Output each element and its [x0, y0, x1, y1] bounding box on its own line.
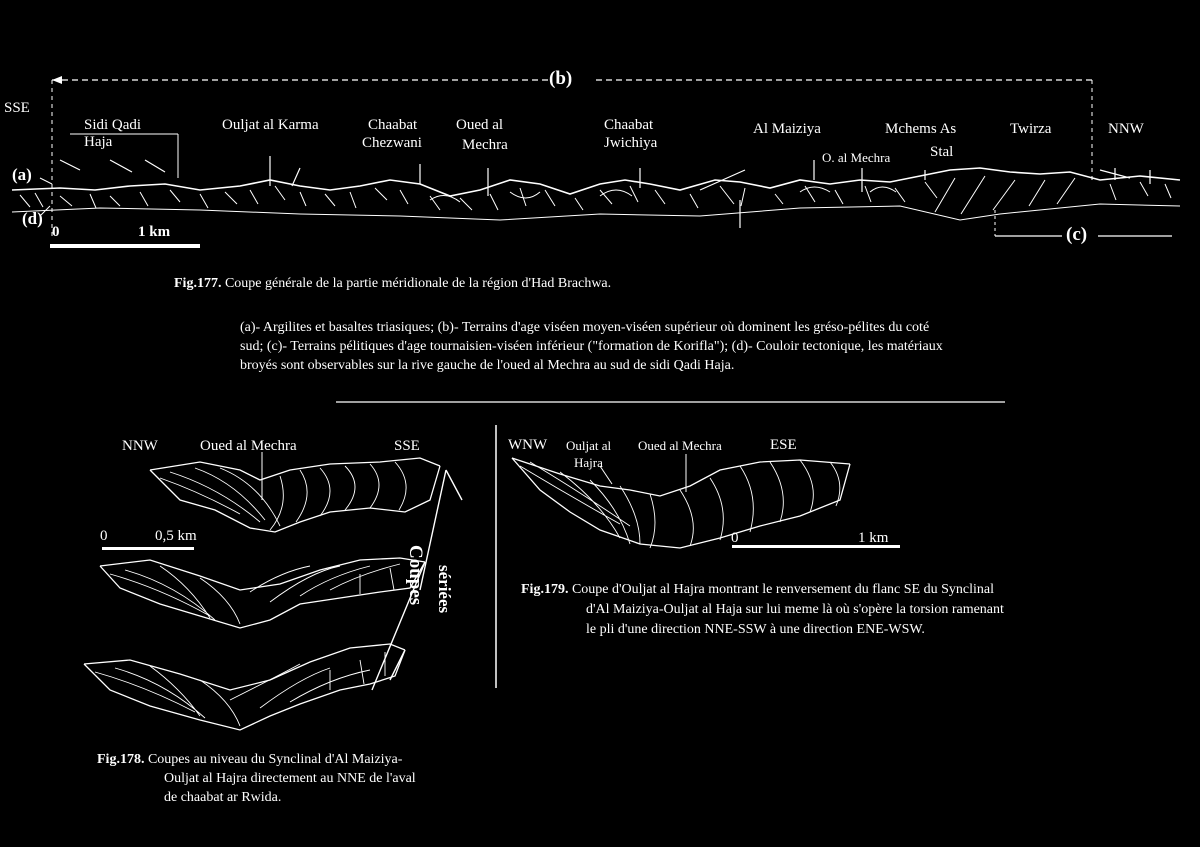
place-sidi-qadi: Sidi Qadi	[84, 117, 142, 133]
place-oued-al: Oued al	[456, 117, 504, 133]
fig178-side-label-1: Coupes	[405, 545, 426, 606]
fig179-caption-line: d'Al Maiziya-Ouljat al Haja sur lui meme là où s'opère la torsion ramenant	[586, 602, 1004, 617]
bracket-b-label: (b)	[549, 68, 573, 89]
direction-right: NNW	[1108, 121, 1144, 137]
fig178-caption-line: de chaabat ar Rwida.	[164, 790, 282, 805]
label-a: (a)	[12, 165, 32, 184]
bracket-c-label: (c)	[1066, 224, 1088, 245]
label-d: (d)	[22, 209, 43, 228]
place-chaabat-2: Chaabat	[604, 117, 654, 133]
fig178-scale-km: 0,5 km	[155, 528, 197, 544]
fig178-number: Fig.178.	[97, 752, 145, 767]
legend-line: (a)- Argilites et basaltes triasiques; (b)- Terrains d'age viséen moyen-viséen supérieur où dominent les gréso-pélites du coté	[240, 320, 930, 335]
scale-km: 1 km	[138, 224, 171, 240]
fig178-place: Oued al Mechra	[200, 438, 297, 454]
fig178-dir-left: NNW	[122, 438, 158, 454]
fig179-dir-right: ESE	[770, 437, 797, 453]
place-ouljat-karma: Ouljat al Karma	[222, 117, 319, 133]
place-twirza: Twirza	[1010, 121, 1052, 137]
place-chezwani: Chezwani	[362, 135, 422, 151]
fig179-place-1: Ouljat al	[566, 438, 612, 453]
fig178-caption-line: Coupes au niveau du Synclinal d'Al Maiziya-	[147, 752, 403, 767]
legend-line: sud; (c)- Terrains pélitiques d'age tournaisien-viséen inférieur ("formation de Korifla"); (d)- Couloir tectonique, les matériaux	[240, 339, 943, 354]
direction-left: SSE	[4, 100, 30, 116]
fig179-caption	[521, 580, 994, 599]
fig179-scale-zero: 0	[731, 530, 739, 546]
place-mchems: Mchems As	[885, 121, 957, 137]
place-sidi-qadi-2: Haja	[84, 134, 113, 150]
fig179-dir-left: WNW	[508, 437, 548, 453]
place-stal: Stal	[930, 144, 954, 160]
place-o-mechra: O. al Mechra	[822, 150, 891, 165]
place-mechra: Mechra	[462, 137, 508, 153]
fig179-place-1b: Hajra	[574, 455, 603, 470]
scale-zero: 0	[52, 224, 60, 240]
fig179-number: Fig.179.	[521, 582, 569, 597]
fig179-scale-km: 1 km	[858, 530, 889, 546]
fig178-caption-line: Ouljat al Hajra directement au NNE de l'aval	[164, 771, 416, 786]
fig177-title: Coupe générale de la partie méridionale de la région d'Had Brachwa.	[224, 276, 612, 291]
place-jwichiya: Jwichiya	[604, 135, 658, 151]
fig178-scale-zero: 0	[100, 528, 108, 544]
fig177-number: Fig.177.	[174, 276, 222, 291]
legend-line: broyés sont observables sur la rive gauche de l'oued al Mechra au sud de sidi Qadi Haja.	[240, 358, 735, 373]
fig179-place-2: Oued al Mechra	[638, 438, 722, 453]
place-chaabat: Chaabat	[368, 117, 418, 133]
fig178-side-label-2: sériées	[435, 565, 454, 614]
fig179-caption-line: Coupe d'Ouljat al Hajra montrant le renversement du flanc SE du Synclinal	[571, 582, 994, 597]
fig178-dir-right: SSE	[394, 438, 420, 454]
fig179-caption-line: le pli d'une direction NNE-SSW à une direction ENE-WSW.	[586, 622, 925, 637]
place-maiziya: Al Maiziya	[753, 121, 821, 137]
